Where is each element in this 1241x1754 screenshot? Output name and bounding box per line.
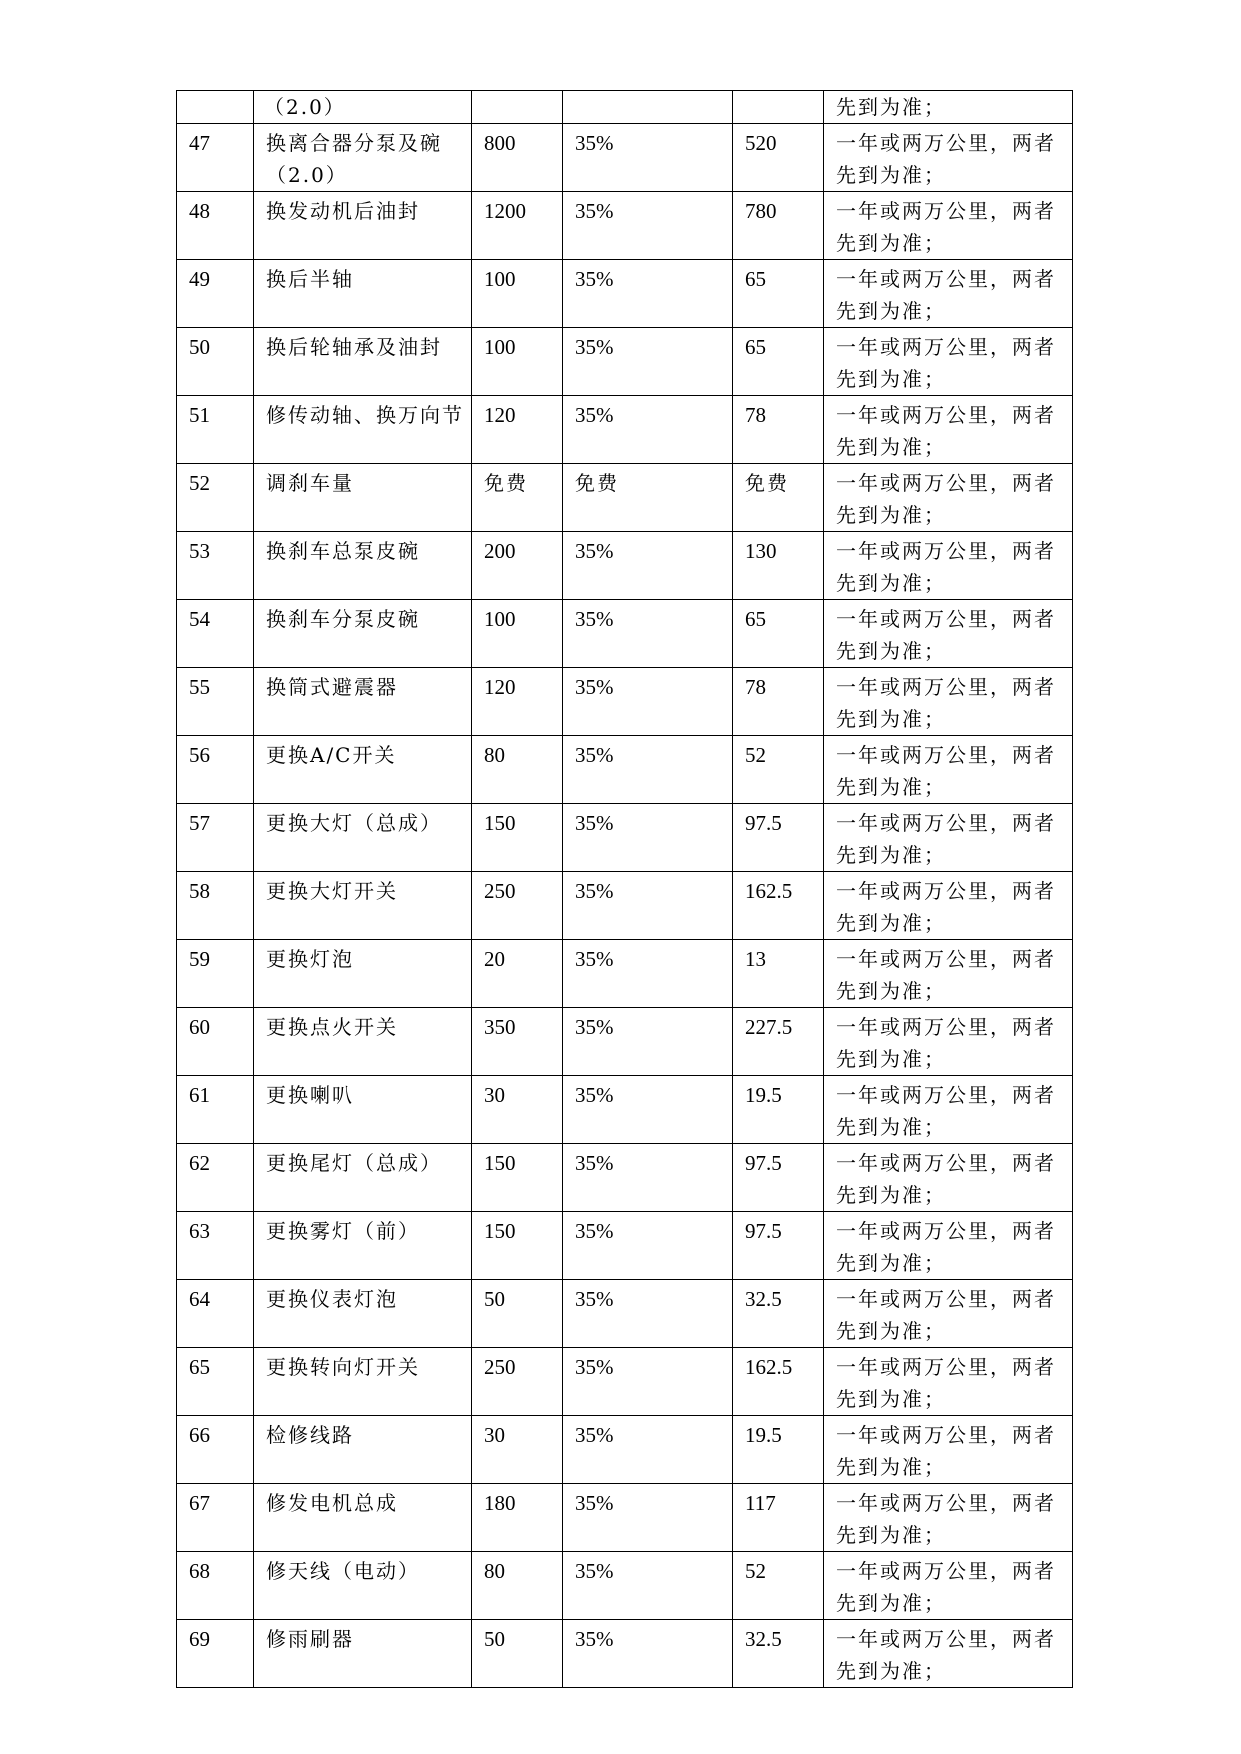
cell-item: 换刹车分泵皮碗 [254, 600, 472, 668]
cell-warranty: 一年或两万公里，两者先到为准； [824, 1484, 1073, 1552]
cell-price: 免费 [472, 464, 563, 532]
cell-item: 更换雾灯（前） [254, 1212, 472, 1280]
cell-discount: 35% [563, 260, 733, 328]
table-row [177, 940, 1073, 1008]
cell-number: 53 [177, 532, 254, 600]
cell-number: 47 [177, 124, 254, 192]
cell-discount: 35% [563, 872, 733, 940]
cell-price: 100 [472, 328, 563, 396]
cell-item: 更换大灯（总成） [254, 804, 472, 872]
table-row [177, 532, 1073, 600]
cell-item: 换刹车总泵皮碗 [254, 532, 472, 600]
cell-fee: 65 [733, 328, 824, 396]
cell-number: 69 [177, 1620, 254, 1688]
cell-discount: 35% [563, 668, 733, 736]
cell-item: 修发电机总成 [254, 1484, 472, 1552]
cell-fee: 117 [733, 1484, 824, 1552]
cell-number: 65 [177, 1348, 254, 1416]
cell-item: 换筒式避震器 [254, 668, 472, 736]
cell-discount: 35% [563, 1144, 733, 1212]
cell-fee: 162.5 [733, 872, 824, 940]
cell-warranty: 一年或两万公里，两者先到为准； [824, 736, 1073, 804]
cell-price: 80 [472, 1552, 563, 1620]
cell-price: 180 [472, 1484, 563, 1552]
table-row [177, 328, 1073, 396]
cell-warranty: 一年或两万公里，两者先到为准； [824, 532, 1073, 600]
cell-price: 350 [472, 1008, 563, 1076]
cell-price: 80 [472, 736, 563, 804]
cell-discount: 35% [563, 1008, 733, 1076]
cell-item: 检修线路 [254, 1416, 472, 1484]
cell-item: 更换灯泡 [254, 940, 472, 1008]
table-row [177, 1348, 1073, 1416]
cell-price: 250 [472, 872, 563, 940]
cell-discount [563, 91, 733, 124]
cell-fee: 78 [733, 396, 824, 464]
table-row [177, 464, 1073, 532]
cell-number: 67 [177, 1484, 254, 1552]
cell-number: 49 [177, 260, 254, 328]
cell-number: 57 [177, 804, 254, 872]
cell-item: 更换喇叭 [254, 1076, 472, 1144]
cell-number: 62 [177, 1144, 254, 1212]
cell-fee: 162.5 [733, 1348, 824, 1416]
cell-price: 800 [472, 124, 563, 192]
cell-fee: 130 [733, 532, 824, 600]
table-row [177, 124, 1073, 192]
cell-warranty: 一年或两万公里，两者先到为准； [824, 668, 1073, 736]
cell-discount: 35% [563, 1212, 733, 1280]
cell-discount: 35% [563, 1416, 733, 1484]
cell-discount: 免费 [563, 464, 733, 532]
cell-discount: 35% [563, 1552, 733, 1620]
cell-price: 1200 [472, 192, 563, 260]
cell-number: 56 [177, 736, 254, 804]
cell-discount: 35% [563, 940, 733, 1008]
table-row [177, 600, 1073, 668]
repair-price-table [176, 90, 1073, 1688]
cell-item: 换后半轴 [254, 260, 472, 328]
cell-warranty: 一年或两万公里，两者先到为准； [824, 1620, 1073, 1688]
table-row [177, 1212, 1073, 1280]
cell-fee: 78 [733, 668, 824, 736]
cell-item: 调刹车量 [254, 464, 472, 532]
cell-discount: 35% [563, 192, 733, 260]
cell-price: 20 [472, 940, 563, 1008]
cell-discount: 35% [563, 1484, 733, 1552]
cell-fee: 32.5 [733, 1620, 824, 1688]
cell-number: 60 [177, 1008, 254, 1076]
cell-warranty: 一年或两万公里，两者先到为准； [824, 260, 1073, 328]
table-row [177, 1416, 1073, 1484]
cell-item: 修传动轴、换万向节 [254, 396, 472, 464]
table-row [177, 260, 1073, 328]
cell-discount: 35% [563, 736, 733, 804]
cell-item: 更换仪表灯泡 [254, 1280, 472, 1348]
cell-discount: 35% [563, 1076, 733, 1144]
cell-price: 120 [472, 668, 563, 736]
cell-price: 30 [472, 1076, 563, 1144]
cell-price: 200 [472, 532, 563, 600]
cell-price: 50 [472, 1620, 563, 1688]
cell-discount: 35% [563, 532, 733, 600]
cell-item: 更换尾灯（总成） [254, 1144, 472, 1212]
cell-warranty: 先到为准； [824, 91, 1073, 124]
cell-fee: 97.5 [733, 804, 824, 872]
cell-number: 58 [177, 872, 254, 940]
cell-discount: 35% [563, 600, 733, 668]
cell-discount: 35% [563, 396, 733, 464]
cell-number: 66 [177, 1416, 254, 1484]
cell-fee: 227.5 [733, 1008, 824, 1076]
table-row [177, 1008, 1073, 1076]
cell-price: 100 [472, 600, 563, 668]
cell-price: 50 [472, 1280, 563, 1348]
cell-warranty: 一年或两万公里，两者先到为准； [824, 1348, 1073, 1416]
cell-discount: 35% [563, 804, 733, 872]
table-row [177, 668, 1073, 736]
cell-warranty: 一年或两万公里，两者先到为准； [824, 396, 1073, 464]
cell-fee: 65 [733, 260, 824, 328]
cell-warranty: 一年或两万公里，两者先到为准； [824, 124, 1073, 192]
cell-warranty: 一年或两万公里，两者先到为准； [824, 804, 1073, 872]
cell-item: 换后轮轴承及油封 [254, 328, 472, 396]
cell-fee: 52 [733, 1552, 824, 1620]
cell-warranty: 一年或两万公里，两者先到为准； [824, 872, 1073, 940]
cell-fee: 13 [733, 940, 824, 1008]
table-row [177, 1620, 1073, 1688]
table-row [177, 1484, 1073, 1552]
cell-number: 48 [177, 192, 254, 260]
cell-item: 更换点火开关 [254, 1008, 472, 1076]
cell-warranty: 一年或两万公里，两者先到为准； [824, 1280, 1073, 1348]
cell-warranty: 一年或两万公里，两者先到为准； [824, 1076, 1073, 1144]
cell-price: 100 [472, 260, 563, 328]
cell-number: 61 [177, 1076, 254, 1144]
cell-discount: 35% [563, 124, 733, 192]
cell-warranty: 一年或两万公里，两者先到为准； [824, 1552, 1073, 1620]
table-row [177, 804, 1073, 872]
cell-number: 64 [177, 1280, 254, 1348]
cell-item: 换发动机后油封 [254, 192, 472, 260]
cell-item: 更换转向灯开关 [254, 1348, 472, 1416]
cell-fee: 520 [733, 124, 824, 192]
cell-warranty: 一年或两万公里，两者先到为准； [824, 1212, 1073, 1280]
cell-number: 50 [177, 328, 254, 396]
table-row [177, 192, 1073, 260]
cell-warranty: 一年或两万公里，两者先到为准； [824, 1416, 1073, 1484]
table-row [177, 736, 1073, 804]
cell-fee: 65 [733, 600, 824, 668]
cell-warranty: 一年或两万公里，两者先到为准； [824, 1008, 1073, 1076]
cell-item: 更换A/C开关 [254, 736, 472, 804]
cell-fee [733, 91, 824, 124]
cell-price: 120 [472, 396, 563, 464]
cell-discount: 35% [563, 1280, 733, 1348]
cell-fee: 32.5 [733, 1280, 824, 1348]
cell-number: 52 [177, 464, 254, 532]
cell-number: 63 [177, 1212, 254, 1280]
cell-discount: 35% [563, 328, 733, 396]
cell-discount: 35% [563, 1620, 733, 1688]
cell-item: 修天线（电动） [254, 1552, 472, 1620]
cell-number: 68 [177, 1552, 254, 1620]
table-row [177, 1280, 1073, 1348]
cell-warranty: 一年或两万公里，两者先到为准； [824, 328, 1073, 396]
cell-number: 54 [177, 600, 254, 668]
cell-warranty: 一年或两万公里，两者先到为准； [824, 192, 1073, 260]
cell-warranty: 一年或两万公里，两者先到为准； [824, 600, 1073, 668]
table-row [177, 396, 1073, 464]
cell-fee: 97.5 [733, 1144, 824, 1212]
cell-price: 150 [472, 804, 563, 872]
table-row [177, 1144, 1073, 1212]
cell-price: 250 [472, 1348, 563, 1416]
cell-number: 51 [177, 396, 254, 464]
cell-item: 更换大灯开关 [254, 872, 472, 940]
cell-item: （2.0） [254, 91, 472, 124]
cell-item: 换离合器分泵及碗（2.0） [254, 124, 472, 192]
cell-price: 30 [472, 1416, 563, 1484]
cell-number [177, 91, 254, 124]
cell-fee: 780 [733, 192, 824, 260]
cell-fee: 19.5 [733, 1076, 824, 1144]
table-row [177, 872, 1073, 940]
cell-price [472, 91, 563, 124]
table-row [177, 1552, 1073, 1620]
cell-fee: 52 [733, 736, 824, 804]
cell-price: 150 [472, 1212, 563, 1280]
cell-warranty: 一年或两万公里，两者先到为准； [824, 940, 1073, 1008]
table-row [177, 1076, 1073, 1144]
cell-price: 150 [472, 1144, 563, 1212]
cell-item: 修雨刷器 [254, 1620, 472, 1688]
cell-number: 55 [177, 668, 254, 736]
cell-fee: 19.5 [733, 1416, 824, 1484]
cell-warranty: 一年或两万公里，两者先到为准； [824, 464, 1073, 532]
cell-fee: 免费 [733, 464, 824, 532]
table-row-continued [177, 91, 1073, 124]
cell-fee: 97.5 [733, 1212, 824, 1280]
cell-warranty: 一年或两万公里，两者先到为准； [824, 1144, 1073, 1212]
cell-number: 59 [177, 940, 254, 1008]
cell-discount: 35% [563, 1348, 733, 1416]
